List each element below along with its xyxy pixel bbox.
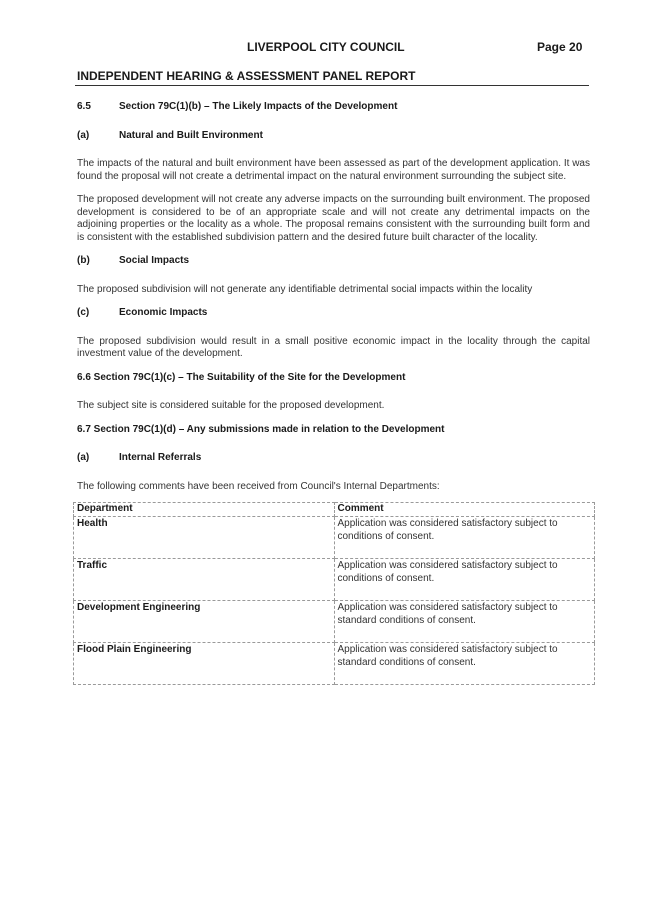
subsection-number: (c) (77, 307, 90, 318)
subsection-internal-referrals-heading (77, 452, 590, 465)
council-name: LIVERPOOL CITY COUNCIL (247, 40, 405, 54)
section-number: 6.5 (77, 101, 91, 112)
comment-cell: Application was considered satisfactory subject to standard conditions of consent. (334, 643, 595, 685)
department-cell: Traffic (74, 559, 335, 601)
table-row (74, 643, 595, 685)
comment-cell: Application was considered satisfactory subject to standard conditions of consent. (334, 601, 595, 643)
comment-cell: Application was considered satisfactory subject to conditions of consent. (334, 517, 595, 559)
department-cell: Development Engineering (74, 601, 335, 643)
subsection-number: (a) (77, 129, 90, 141)
table-header-row (74, 503, 595, 517)
subsection-number: (a) (77, 452, 90, 463)
referrals-table (73, 502, 595, 685)
section-6-6-heading: 6.6 Section 79C(1)(c) – The Suitability of the Site for the Development (77, 371, 406, 383)
header-rule (75, 85, 589, 86)
subsection-c-heading (77, 307, 590, 320)
report-title: INDEPENDENT HEARING & ASSESSMENT PANEL REPORT (77, 69, 416, 83)
department-column-header: Department (74, 503, 335, 517)
subsection-title: Natural and Built Environment (119, 129, 263, 141)
page-number: Page 20 (537, 40, 583, 54)
table-row (74, 517, 595, 559)
comment-column-header: Comment (334, 503, 595, 517)
table-row (74, 559, 595, 601)
social-impacts-paragraph: The proposed subdivision will not generate any identifiable detrimental social impacts within the locality (77, 283, 533, 295)
section-6-7-heading: 6.7 Section 79C(1)(d) – Any submissions made in relation to the Development (77, 423, 445, 435)
table-row (74, 601, 595, 643)
section-6-5-heading (77, 101, 590, 114)
subsection-b-heading (77, 255, 590, 268)
economic-impacts-paragraph: The proposed subdivision would result in a small positive economic impact in the locality through the capital investment value of the development. (77, 335, 590, 359)
department-cell: Health (74, 517, 335, 559)
subsection-title: Internal Referrals (119, 452, 202, 463)
subsection-a-heading (77, 130, 590, 143)
internal-referrals-intro: The following comments have been received from Council's Internal Departments: (77, 480, 440, 492)
built-env-paragraph: The proposed development will not create any adverse impacts on the surrounding built environment. The proposed development is considered to be of an appropriate scale and will not create any detrimental impacts on the adjoining properties or the locality as a whole. The proposal remains consistent with the surrounding built form and is consistent with the established subdivision pattern and the desired future built character of the locality. (77, 194, 590, 243)
subsection-title: Social Impacts (119, 255, 190, 266)
department-cell: Flood Plain Engineering (74, 643, 335, 685)
site-suitability-paragraph: The subject site is considered suitable for the proposed development. (77, 400, 385, 411)
comment-cell: Application was considered satisfactory subject to conditions of consent. (334, 559, 595, 601)
section-title: Section 79C(1)(b) – The Likely Impacts of the Development (119, 101, 398, 112)
report-body (77, 101, 590, 685)
subsection-title: Economic Impacts (119, 307, 208, 318)
natural-env-paragraph: The impacts of the natural and built environment have been assessed as part of the development application. It was found the proposal will not create a detrimental impact on the natural environment surrounding the subject site. (77, 158, 590, 182)
subsection-number: (b) (77, 255, 90, 266)
